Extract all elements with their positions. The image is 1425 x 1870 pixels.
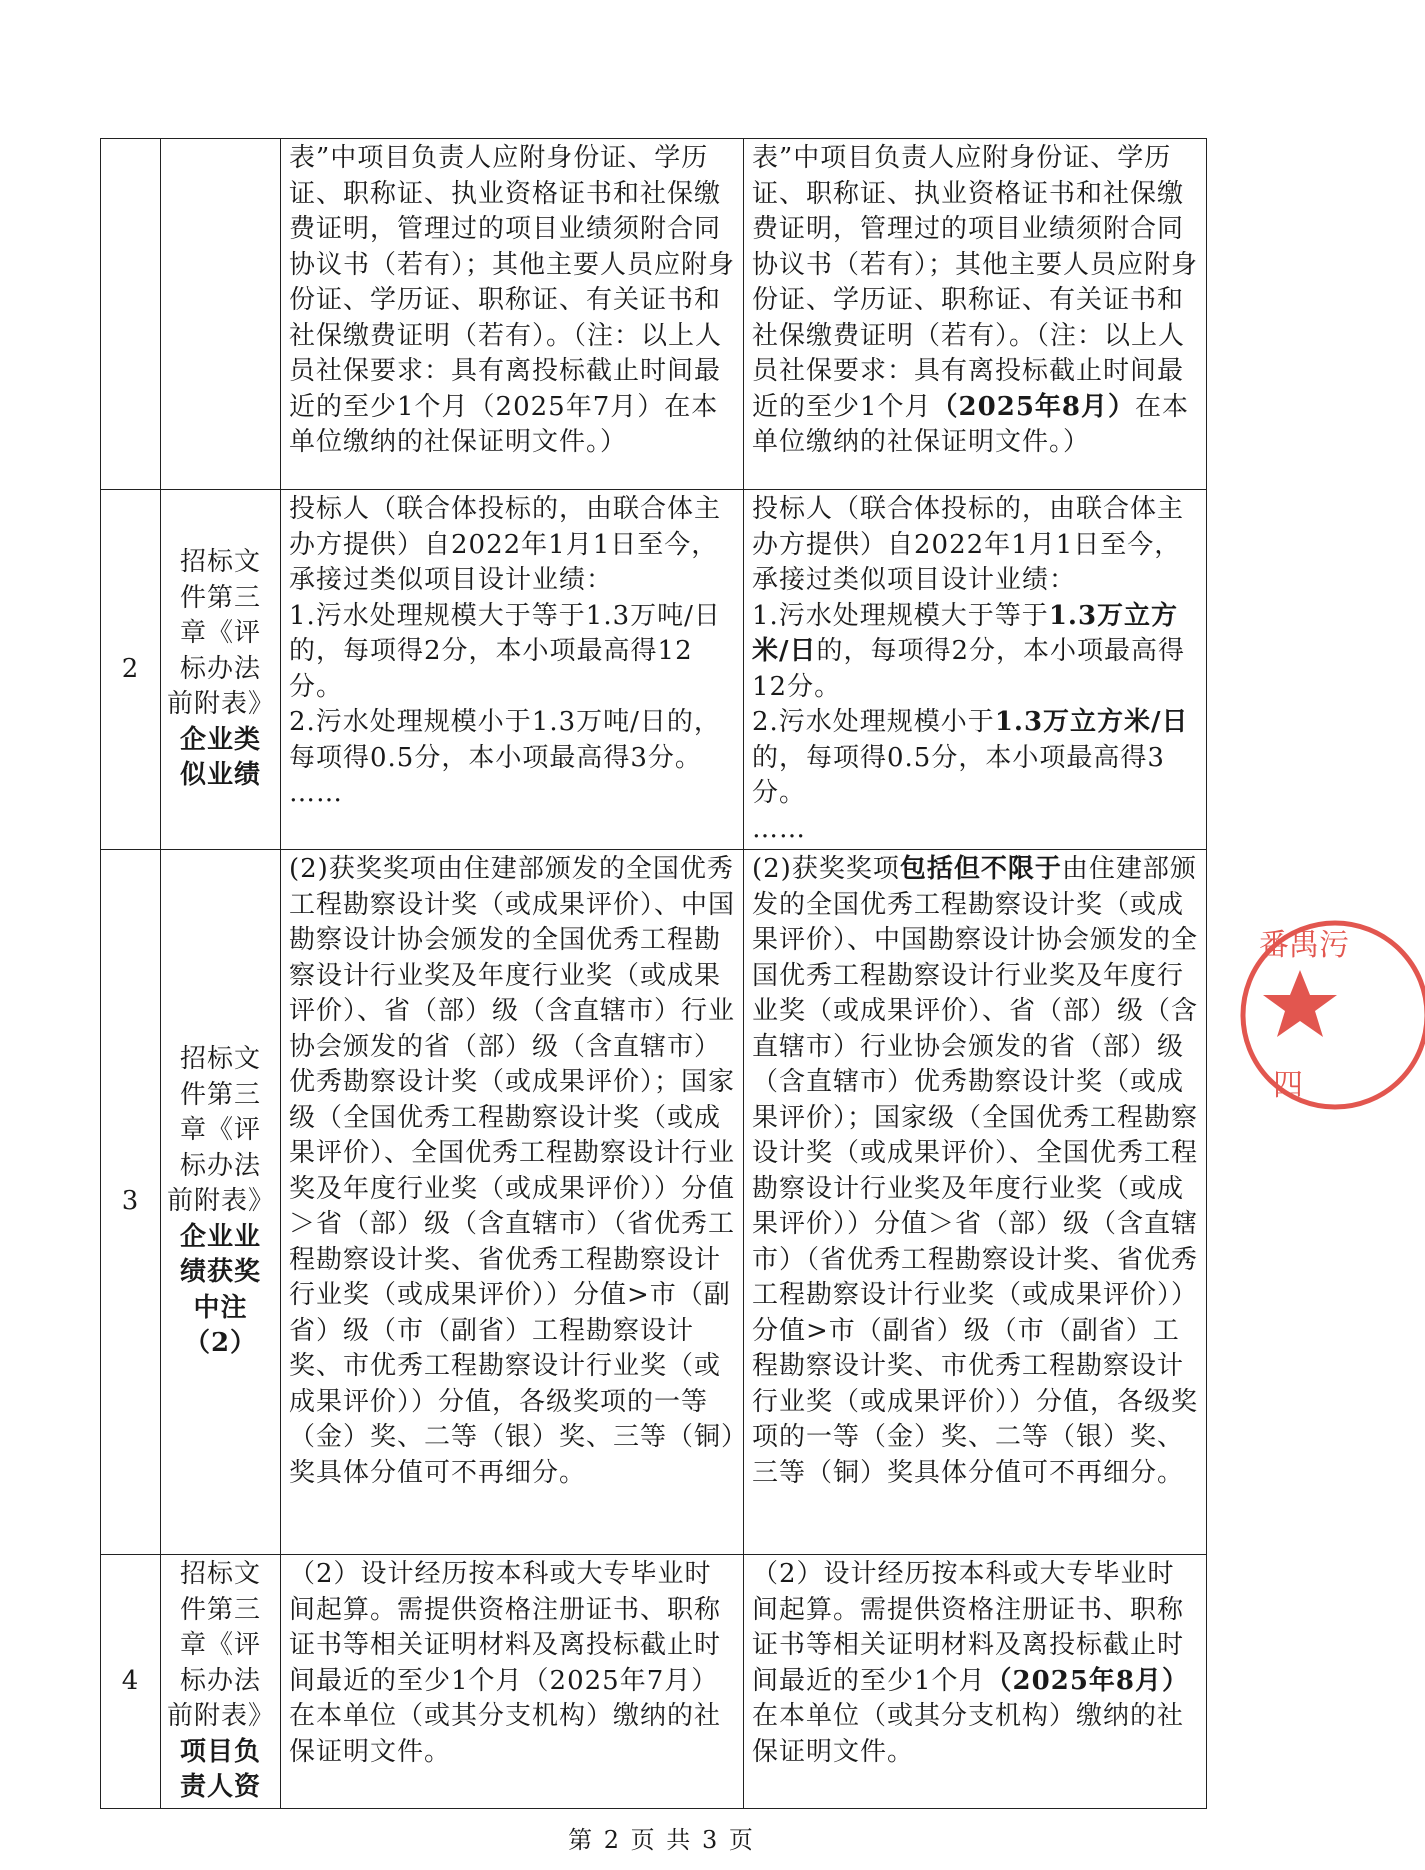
- table-row: [101, 850, 1207, 1555]
- table-row: [101, 1555, 1207, 1809]
- bold-text-segment: （2025年8月）: [931, 391, 1136, 422]
- item-cell: [161, 490, 281, 850]
- seal-text: 番禺污: [1259, 928, 1349, 963]
- row-number: 4: [101, 1555, 161, 1809]
- amended-text-cell: [744, 490, 1207, 850]
- text-segment: （2）设计经历按本科或大专毕业时间起算。需提供资格注册证书、职称证书等相关证明材料及离投标截止时间最近的至少1个月（2025年7月）在本单位（或其分支机构）缴纳的社保证明文件。: [289, 1559, 722, 1767]
- bold-text-segment: 1.3万立方米/日: [752, 600, 1179, 666]
- page-footer: 第 2 页 共 3 页: [568, 1826, 755, 1854]
- text-segment: 由住建部颁发的全国优秀工程勘察设计奖（或成果评价）、中国勘察设计协会颁发的全国优秀工程勘察设计行业奖及年度行业奖（或成果评价）、省（部）级（含直辖市）行业协会颁发的省（部）级（含直辖市）优秀勘察设计奖（或成果评价）；国家级（全国优秀工程勘察设计奖（或成果评价）、全国优秀工程勘察设计行业奖及年度行业奖（或成果评价））分值＞省（部）级（含直辖市）（省优秀工程勘察设计奖、省优秀工程勘察设计行业奖（或成果评价））分值>市（副省）级（市（副省）工程勘察设计奖、市优秀工程勘察设计行业奖（或成果评价））分值，各级奖项的一等（金）奖、二等（银）奖、三等（铜）奖具体分值可不再细分。: [752, 854, 1199, 1488]
- amended-text-cell: [744, 1555, 1207, 1809]
- text-segment: 1.污水处理规模大于等于1.3万吨/日的，每项得2分，本小项最高得12分。: [289, 600, 721, 702]
- original-text-cell: [281, 850, 744, 1555]
- bold-text-segment: 包括但不限于: [899, 854, 1062, 884]
- text-segment: 在本单位缴纳的社保证明文件。）: [752, 391, 1190, 457]
- text-segment: 投标人（联合体投标的，由联合体主办方提供）自2022年1月1日至今，承接过类似项目设计业绩：: [752, 494, 1185, 595]
- amended-text-cell: [744, 850, 1207, 1555]
- amendment-table: [100, 138, 1207, 1809]
- text-segment: 1.污水处理规模大于等于: [752, 600, 1049, 631]
- seal-char: 四: [1273, 1068, 1303, 1103]
- table-row: [101, 490, 1207, 850]
- seal-star-icon: [1263, 970, 1337, 1037]
- text-segment: 招标文件第三章《评标办法前附表》: [167, 1559, 276, 1731]
- text-segment: 表”中项目负责人应附身份证、学历证、职称证、执业资格证书和社保缴费证明，管理过的项目业绩须附合同协议书（若有）；其他主要人员应附身份证、学历证、职称证、有关证书和社保缴费证明（若有）。（注：以上人员社保要求：具有离投标截止时间最近的至少1个月: [752, 143, 1199, 422]
- item-cell: [161, 1555, 281, 1809]
- row-number: 3: [101, 850, 161, 1555]
- table-row: [101, 139, 1207, 490]
- bold-text-segment: 1.3万立方米/日: [994, 707, 1189, 737]
- text-segment: 2.污水处理规模小于: [752, 707, 995, 737]
- text-segment: 表”中项目负责人应附身份证、学历证、职称证、执业资格证书和社保缴费证明，管理过的项目业绩须附合同协议书（若有）；其他主要人员应附身份证、学历证、职称证、有关证书和社保缴费证明（若有）。（注：以上人员社保要求：具有离投标截止时间最近的至少1个月（2025年7月）在本单位缴纳的社保证明文件。）: [289, 143, 736, 457]
- original-text-cell: [281, 490, 744, 850]
- text-segment: (2)获奖奖项由住建部颁发的全国优秀工程勘察设计奖（或成果评价）、中国勘察设计协会颁发的全国优秀工程勘察设计行业奖及年度行业奖（或成果评价）、省（部）级（含直辖市）行业协会颁发的省（部）级（含直辖市）优秀勘察设计奖（或成果评价）；国家级（全国优秀工程勘察设计奖（或成果评价）、全国优秀工程勘察设计行业奖及年度行业奖（或成果评价））分值＞省（部）级（含直辖市）（省优秀工程勘察设计奖、省优秀工程勘察设计行业奖（或成果评价））分值>市（副省）级（市（副省）工程勘察设计奖、市优秀工程勘察设计行业奖（或成果评价））分值，各级奖项的一等（金）奖、二等（银）奖、三等（铜）奖具体分值可不再细分。: [289, 854, 736, 1488]
- bold-text-segment: 企业业绩获奖中注（2）: [179, 1221, 261, 1359]
- text-segment: 招标文件第三章《评标办法前附表》: [167, 547, 276, 720]
- item-cell: [161, 850, 281, 1555]
- bold-text-segment: 企业类似业绩: [179, 724, 261, 791]
- text-segment: 的，每项得0.5分，本小项最高得3分。: [752, 742, 1165, 808]
- text-segment: 招标文件第三章《评标办法前附表》: [167, 1044, 276, 1217]
- text-segment: (2)获奖奖项: [752, 854, 900, 884]
- company-seal-stamp: [1225, 915, 1425, 1115]
- original-text-cell: [281, 1555, 744, 1809]
- amended-text-cell: [744, 139, 1207, 490]
- text-segment: （2）设计经历按本科或大专毕业时间起算。需提供资格注册证书、职称证书等相关证明材料及离投标截止时间最近的至少1个月: [752, 1559, 1185, 1696]
- row-number: 2: [101, 490, 161, 850]
- row-number: [101, 139, 161, 490]
- text-segment: ……: [289, 778, 343, 808]
- bold-text-segment: 项目负责人资: [179, 1736, 261, 1802]
- original-text-cell: [281, 139, 744, 490]
- text-segment: 的，每项得2分，本小项最高得12分。: [752, 636, 1186, 702]
- bold-text-segment: （2025年8月）: [985, 1665, 1190, 1696]
- text-segment: 2.污水处理规模小于1.3万吨/日的，每项得0.5分，本小项最高得3分。: [289, 707, 721, 773]
- text-segment: 在本单位（或其分支机构）缴纳的社保证明文件。: [752, 1701, 1185, 1767]
- text-segment: ……: [752, 813, 806, 844]
- text-segment: 投标人（联合体投标的，由联合体主办方提供）自2022年1月1日至今，承接过类似项目设计业绩：: [289, 494, 722, 595]
- item-cell: [161, 139, 281, 490]
